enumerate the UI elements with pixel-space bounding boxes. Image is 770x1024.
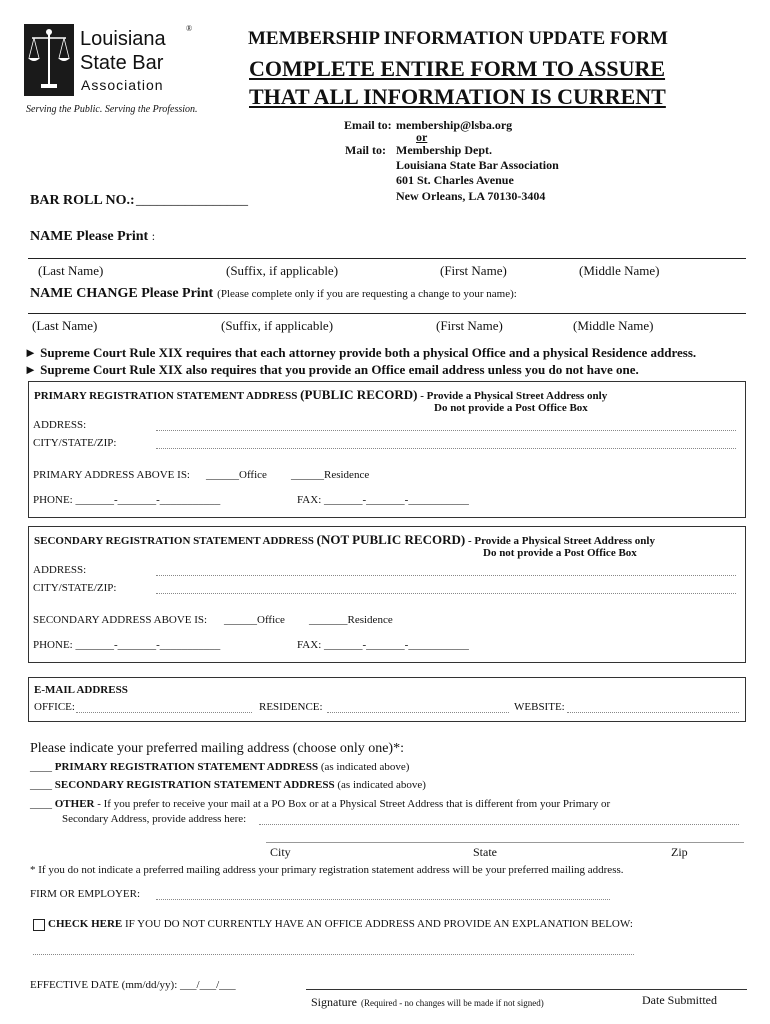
- website-input[interactable]: [567, 712, 739, 713]
- preferred-other-text-2: Secondary Address, provide address here:: [62, 813, 247, 825]
- email-residence-label: RESIDENCE:: [259, 701, 323, 713]
- mail-to-label: Mail to:: [345, 143, 386, 157]
- primary-instruction-2: Do not provide a Post Office Box: [434, 402, 588, 414]
- preferred-option-secondary[interactable]: [30, 779, 426, 791]
- signature-caption: [311, 993, 544, 1011]
- email-office-input[interactable]: [76, 712, 252, 713]
- signature-line[interactable]: [306, 989, 747, 990]
- name-heading: [30, 229, 155, 245]
- registered-mark: ®: [186, 24, 193, 33]
- logo-name-line3: Association: [81, 77, 164, 93]
- name-change-heading: [30, 284, 517, 302]
- signature-note: (Required - no changes will be made if not signed): [361, 998, 544, 1008]
- secondary-record-label: (NOT PUBLIC RECORD): [316, 532, 466, 547]
- name-change-note: (Please complete only if you are requesting a change to your name):: [217, 288, 517, 300]
- preferred-secondary-note: (as indicated above): [337, 779, 426, 791]
- secondary-phone-field[interactable]: PHONE: _______-_______-___________: [33, 639, 221, 651]
- primary-address-label: ADDRESS:: [33, 419, 87, 431]
- secondary-heading: [34, 532, 655, 548]
- name-change-last-caption: (Last Name): [32, 318, 98, 333]
- mail-line-4: New Orleans, LA 70130-3404: [396, 189, 546, 203]
- explanation-input[interactable]: [33, 954, 634, 955]
- check-here-label: CHECK HERE: [48, 918, 123, 930]
- no-office-checkbox[interactable]: [33, 919, 45, 931]
- form-title: MEMBERSHIP INFORMATION UPDATE FORM: [248, 28, 668, 49]
- name-change-input-line[interactable]: [28, 313, 746, 314]
- preferred-primary-label: PRIMARY REGISTRATION STATEMENT ADDRESS: [54, 761, 319, 773]
- preferred-other-blank: ____: [30, 798, 52, 810]
- logo-name-line1: Louisiana: [80, 28, 166, 50]
- primary-residence-option[interactable]: ______Residence: [291, 469, 370, 481]
- date-submitted-caption: Date Submitted: [642, 993, 717, 1007]
- preferred-primary-blank: ____: [30, 761, 52, 773]
- no-office-statement: [48, 918, 633, 930]
- secondary-instruction-2: Do not provide a Post Office Box: [483, 547, 637, 559]
- signature-label: Signature: [311, 995, 357, 1009]
- preferred-option-primary[interactable]: [30, 761, 409, 773]
- preferred-other-label: OTHER: [54, 798, 95, 810]
- firm-label: FIRM OR EMPLOYER:: [30, 888, 141, 900]
- preferred-mailing-heading: Please indicate your preferred mailing address (choose only one)*:: [30, 741, 404, 756]
- name-input-line[interactable]: [28, 258, 746, 259]
- name-heading-colon: :: [151, 229, 156, 243]
- form-subtitle-line1: COMPLETE ENTIRE FORM TO ASSURE: [249, 56, 666, 81]
- other-city-state-zip-line[interactable]: [266, 842, 744, 843]
- name-change-first-caption: (First Name): [436, 318, 503, 333]
- name-first-caption: (First Name): [440, 263, 507, 278]
- email-to-address[interactable]: membership@lsba.org: [396, 118, 513, 132]
- check-here-text: IF YOU DO NOT CURRENTLY HAVE AN OFFICE ADDRESS AND PROVIDE AN EXPLANATION BELOW:: [125, 918, 633, 930]
- mail-line-2: Louisiana State Bar Association: [396, 158, 559, 172]
- primary-record-label: (PUBLIC RECORD): [300, 387, 418, 402]
- bar-roll-field[interactable]: ________________: [136, 193, 248, 208]
- preferred-option-other[interactable]: [30, 798, 610, 810]
- primary-address-input[interactable]: [156, 430, 736, 431]
- secondary-address-input[interactable]: [156, 575, 736, 576]
- preferred-other-text-1: - If you prefer to receive your mail at a PO Box or at a Physical Street Address that is different from your Primary or: [97, 798, 611, 810]
- form-subtitle-line2: THAT ALL INFORMATION IS CURRENT: [249, 84, 666, 109]
- preferred-primary-note: (as indicated above): [320, 761, 410, 773]
- primary-heading: [34, 387, 607, 403]
- preferred-secondary-label: SECONDARY REGISTRATION STATEMENT ADDRESS: [54, 779, 335, 791]
- website-label: WEBSITE:: [514, 701, 565, 713]
- logo-name-line2: State Bar: [80, 52, 164, 74]
- primary-city-input[interactable]: [156, 448, 736, 449]
- other-state-caption: State: [473, 845, 497, 859]
- email-address-section: [28, 677, 746, 722]
- primary-heading-text: PRIMARY REGISTRATION STATEMENT ADDRESS: [34, 390, 298, 402]
- or-separator: or: [416, 130, 428, 144]
- mail-line-3: 601 St. Charles Avenue: [396, 173, 514, 187]
- secondary-instruction-1: - Provide a Physical Street Address only: [467, 535, 655, 547]
- secondary-office-option[interactable]: ______Office: [224, 614, 285, 626]
- name-suffix-caption: (Suffix, if applicable): [226, 263, 339, 278]
- bar-roll-label: BAR ROLL NO.:: [30, 193, 135, 208]
- secondary-above-is-label: SECONDARY ADDRESS ABOVE IS:: [33, 614, 208, 626]
- secondary-address-label: ADDRESS:: [33, 564, 87, 576]
- scales-of-justice-logo: [24, 24, 74, 96]
- primary-city-label: CITY/STATE/ZIP:: [33, 437, 117, 449]
- primary-above-is-label: PRIMARY ADDRESS ABOVE IS:: [33, 469, 190, 481]
- preferred-footnote: * If you do not indicate a preferred mailing address your primary registration statement address will be your preferred mailing address.: [30, 864, 624, 876]
- logo-tagline: Serving the Public. Serving the Profession.: [26, 104, 198, 115]
- secondary-fax-field[interactable]: FAX: _______-_______-___________: [297, 639, 469, 651]
- rule-xix-notice-2: ► Supreme Court Rule XIX also requires that you provide an Office email address unless you do not have one.: [24, 362, 639, 377]
- name-last-caption: (Last Name): [38, 263, 104, 278]
- email-to-label: Email to:: [344, 118, 392, 132]
- email-residence-input[interactable]: [327, 712, 509, 713]
- primary-instruction-1: - Provide a Physical Street Address only: [420, 390, 608, 402]
- other-address-input[interactable]: [259, 824, 739, 825]
- secondary-heading-text: SECONDARY REGISTRATION STATEMENT ADDRESS: [34, 535, 314, 547]
- email-office-label: OFFICE:: [34, 701, 75, 713]
- name-change-suffix-caption: (Suffix, if applicable): [221, 318, 334, 333]
- effective-date-field[interactable]: EFFECTIVE DATE (mm/dd/yy): ___/___/___: [30, 979, 236, 991]
- firm-input[interactable]: [156, 899, 610, 900]
- other-city-caption: City: [270, 845, 291, 859]
- primary-fax-field[interactable]: FAX: _______-_______-___________: [297, 494, 469, 506]
- preferred-secondary-blank: ____: [30, 779, 52, 791]
- other-zip-caption: Zip: [671, 845, 688, 859]
- name-change-middle-caption: (Middle Name): [573, 318, 654, 333]
- secondary-city-label: CITY/STATE/ZIP:: [33, 582, 117, 594]
- name-change-heading-text: NAME CHANGE Please Print: [30, 286, 214, 301]
- name-heading-text: NAME Please Print: [30, 229, 149, 244]
- rule-xix-notice-1: ► Supreme Court Rule XIX requires that each attorney provide both a physical Office and a physical Residence address.: [24, 345, 697, 360]
- mail-line-1: Membership Dept.: [396, 143, 492, 157]
- secondary-residence-option[interactable]: _______Residence: [309, 614, 393, 626]
- secondary-city-input[interactable]: [156, 593, 736, 594]
- email-heading: E-MAIL ADDRESS: [34, 684, 128, 696]
- name-middle-caption: (Middle Name): [579, 263, 660, 278]
- primary-office-option[interactable]: ______Office: [206, 469, 267, 481]
- primary-phone-field[interactable]: PHONE: _______-_______-___________: [33, 494, 221, 506]
